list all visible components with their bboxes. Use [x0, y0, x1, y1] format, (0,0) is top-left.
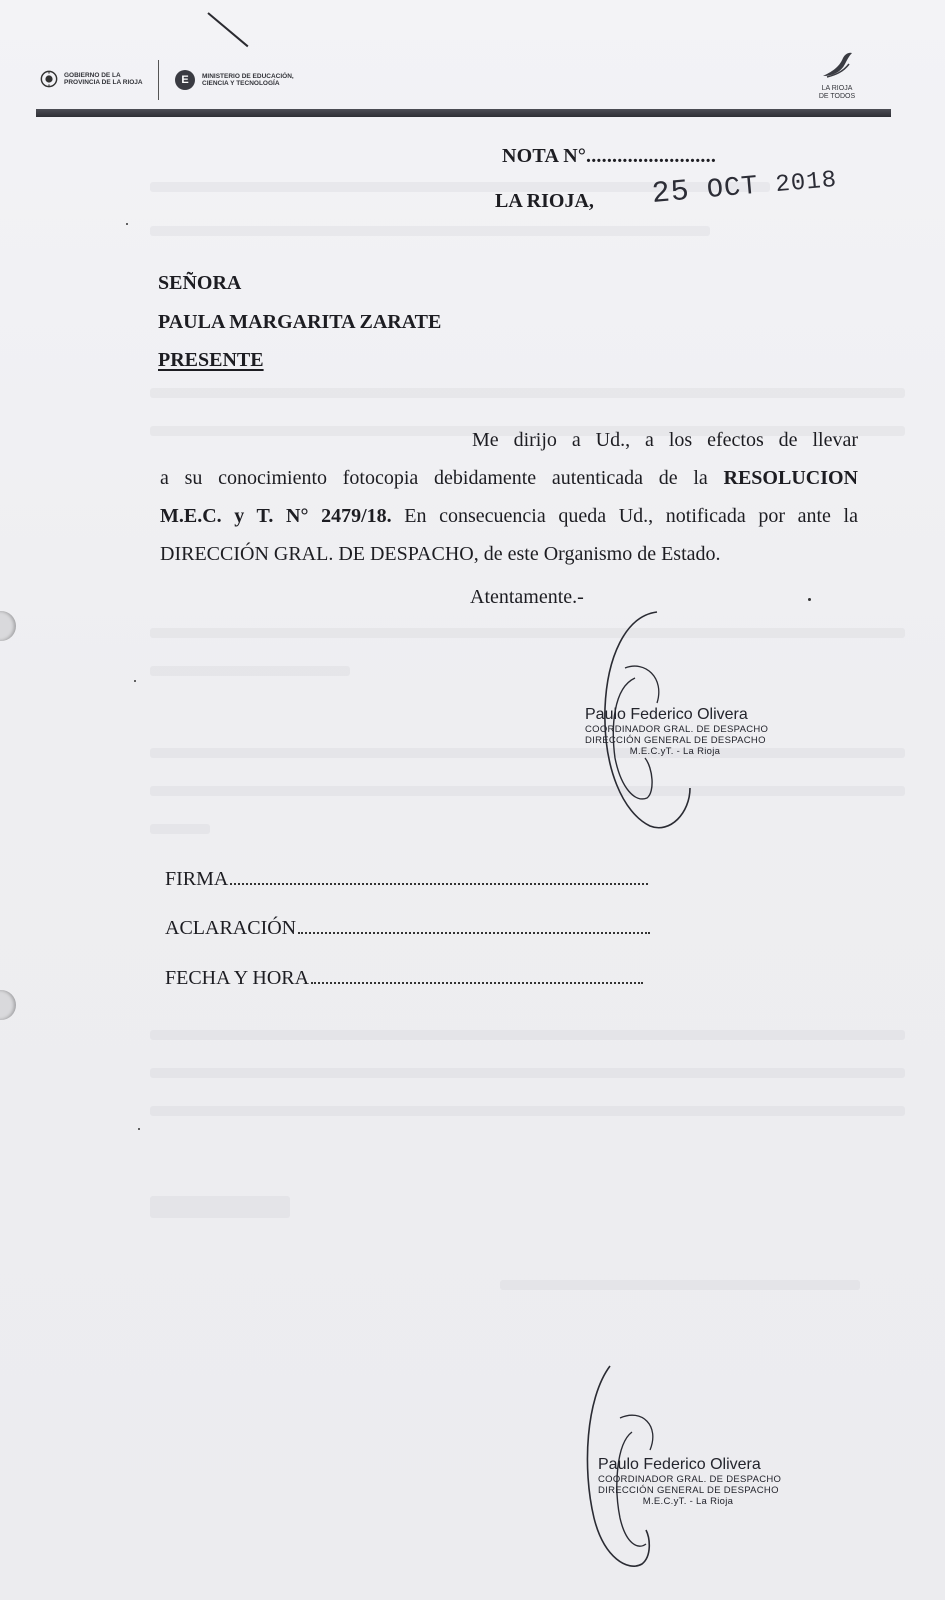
closing: Atentamente.-: [470, 586, 584, 608]
date-stamp: [651, 162, 839, 212]
signature-block-2: [598, 1456, 782, 1507]
show-through-text: [150, 1030, 905, 1040]
recipient-title: SEÑORA: [158, 272, 242, 294]
show-through-text: [150, 1196, 290, 1218]
show-through-text: [500, 1280, 860, 1290]
signature-block-1: [585, 706, 769, 757]
firma-dotted-line: [230, 883, 648, 885]
header-bar: [36, 109, 891, 117]
show-through-text: [150, 628, 905, 638]
nota-number: NOTA N°.........................: [502, 145, 717, 167]
show-through-text: [150, 388, 905, 398]
stamp-day: 25: [650, 174, 692, 212]
rioja-logo-text: LA RIOJA DE TODOS: [818, 85, 856, 100]
show-through-text: [150, 748, 905, 758]
firma-field: [165, 868, 648, 891]
show-through-text: [150, 666, 350, 676]
header-gobierno: [40, 70, 143, 88]
signer-organism: M.E.C.yT. - La Rioja: [629, 746, 721, 757]
recipient-presente: PRESENTE: [158, 349, 264, 371]
firma-label: FIRMA: [165, 868, 229, 890]
signer-title: COORDINADOR GRAL. DE DESPACHO: [585, 724, 769, 735]
ministry-e-icon: E: [175, 70, 195, 90]
body-line-2-text: a su conocimiento fotocopia debidamente autenticada de la: [160, 467, 724, 489]
show-through-text: [150, 1106, 905, 1116]
ink-speck: [808, 598, 811, 601]
body-line-1: Me dirijo a Ud., a los efectos de llevar: [472, 429, 858, 451]
punch-hole: [0, 611, 16, 641]
body-line-2: [160, 459, 858, 497]
show-through-text: [150, 786, 905, 796]
signer-name: Paulo Federico Olivera: [585, 706, 748, 723]
resolucion-number: M.E.C. y T. N° 2479/18.: [160, 505, 392, 527]
resolucion-label: RESOLUCION: [723, 467, 858, 489]
ink-speck: [134, 680, 136, 682]
stamp-year: 2018: [774, 166, 839, 200]
aclaracion-dotted-line: [298, 932, 650, 934]
aclaracion-label: ACLARACIÓN: [165, 917, 297, 939]
punch-hole: [0, 990, 16, 1020]
pen-mark: [207, 12, 248, 47]
gobierno-label: GOBIERNO DE LA PROVINCIA DE LA RIOJA: [64, 71, 143, 86]
bird-logo-icon: [819, 50, 855, 80]
show-through-text: [150, 226, 710, 236]
ministerio-label: MINISTERIO DE EDUCACIÓN, CIENCIA Y TECNOLOGÍA: [202, 72, 294, 87]
header-rioja-logo: [812, 50, 862, 100]
signer-department: DIRECCIÓN GENERAL DE DESPACHO: [585, 735, 766, 746]
body-paragraph: [160, 421, 858, 573]
place-label: LA RIOJA,: [495, 190, 594, 212]
signer-title: COORDINADOR GRAL. DE DESPACHO: [598, 1474, 782, 1485]
ink-speck: [126, 223, 128, 225]
signer-department: DIRECCIÓN GENERAL DE DESPACHO: [598, 1485, 779, 1496]
body-line-4: DIRECCIÓN GRAL. DE DESPACHO, de este Organismo de Estado.: [160, 543, 721, 565]
header-divider: [158, 60, 159, 100]
provincial-seal-icon: [40, 70, 58, 88]
aclaracion-field: [165, 917, 650, 940]
recipient-name: PAULA MARGARITA ZARATE: [158, 311, 442, 333]
show-through-text: [150, 1068, 905, 1078]
signer-organism: M.E.C.yT. - La Rioja: [642, 1496, 734, 1507]
fecha-hora-field: [165, 967, 643, 990]
fecha-hora-dotted-line: [311, 982, 643, 984]
body-line-3-text: En consecuencia queda Ud., notificada por ante la: [391, 505, 858, 527]
header-ministerio: [175, 70, 294, 90]
ink-speck: [138, 1128, 140, 1130]
show-through-text: [150, 824, 210, 834]
stamp-month: OCT: [705, 171, 760, 207]
fecha-hora-label: FECHA Y HORA: [165, 967, 310, 989]
signer-name: Paulo Federico Olivera: [598, 1456, 761, 1473]
body-line-3: [160, 497, 858, 535]
